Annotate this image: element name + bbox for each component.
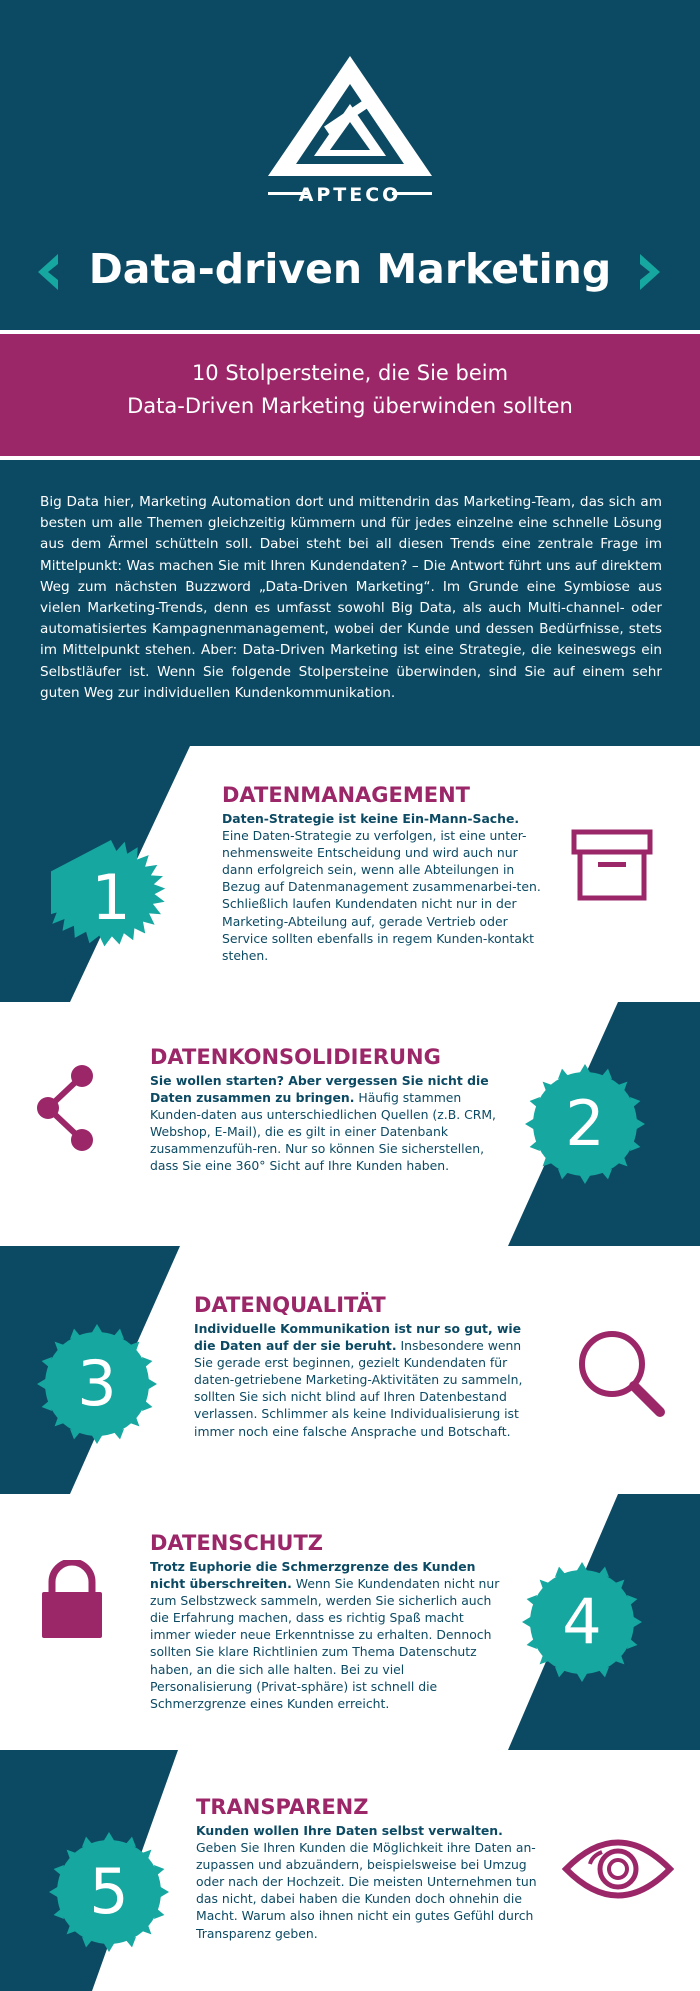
section-lead: Individuelle Kommunikation ist nur so gut, wie die Daten auf der sie beruht.: [194, 1321, 522, 1354]
section-lead: Sie wollen starten? Aber vergessen Sie nicht die Daten zusammen zu bringen.: [150, 1073, 489, 1106]
archive-box-icon: [570, 828, 654, 902]
badge-number: 1: [91, 861, 131, 934]
subtitle-line-1: 10 Stolpersteine, die Sie beim: [191, 361, 509, 385]
section-body: [194, 1320, 534, 1440]
intro-text: Big Data hier, Marketing Automation dort und mittendrin das Marketing-Team, das sich am besten um alle Themen gleichzeitig kümmern und für jedes einzelne eine schnelle Lösung aus dem Ärmel schütteln soll. Dabei steht bei all diesen Trends eine zentrale Frage im Mittelpunkt: Was machen Sie mit Ihren Kundendaten? – Die Antwort führt uns auf direktem Weg zum nächsten Buzzword „Data-Driven Marketing“. Im Grunde eine Symbiose aus vielen Marketing-Trends, denn es umfasst sowohl Big Data, als auch Multi-channel- oder automatisiertes Kampagnenmanagement, wobei der Kunde und dessen Bedürfnisse, stets im Mittelpunkt stehen. Aber: Data-Driven Marketing ist eine Strategie, die keineswegs ein Selbstläufer ist. Wenn Sie folgende Stolpersteine überwinden, sind Sie auf einem sehr guten Weg zur individuellen Kundenkommunikation.: [40, 494, 662, 701]
section-body: [222, 810, 546, 964]
subtitle-line-2: Data-Driven Marketing überwinden sollten: [127, 394, 573, 418]
section-body: [196, 1822, 542, 1942]
section-lead: Daten-Strategie ist keine Ein-Mann-Sache.: [222, 811, 520, 826]
section-title: DATENMANAGEMENT: [222, 783, 471, 807]
page-title: Data-driven Marketing: [88, 245, 612, 293]
section-title: DATENSCHUTZ: [150, 1531, 324, 1555]
section-text: Häufig stammen Kunden-daten aus unterschiedlichen Quellen (z.B. CRM, Webshop, E-Mail), die es gilt in einer Datenbank zusammenzufüh-ren. Nur so können Sie sicherstellen, dass Sie eine 360° Sicht auf Ihre Kunden haben.: [150, 1090, 496, 1174]
section-lead: Trotz Euphorie die Schmerzgrenze des Kunden nicht überschreiten.: [150, 1559, 476, 1592]
section-body: [150, 1072, 500, 1175]
section-lead: Kunden wollen Ihre Daten selbst verwalten.: [196, 1823, 503, 1838]
section-datenkonsolidierung: [0, 1002, 700, 1246]
section-body: [150, 1558, 500, 1712]
number-badge-5: [49, 1832, 169, 1952]
brand-name: APTECO: [298, 184, 402, 206]
badge-number: 5: [89, 1855, 129, 1928]
number-badge-2: [525, 1064, 645, 1184]
eye-icon: [562, 1834, 674, 1904]
magnifier-icon: [576, 1328, 668, 1420]
section-title: DATENKONSOLIDIERUNG: [150, 1045, 441, 1069]
share-network-icon: [36, 1062, 94, 1154]
badge-number: 3: [77, 1347, 117, 1420]
section-text: Wenn Sie Kundendaten nicht nur zum Selbstzweck sammeln, werden Sie sicherlich auch die Erfahrung machen, dass es richtig Spaß macht immer wieder neue Erkenntnisse zu erhalten. Dennoch sollten Sie klare Richtlinien zum Thema Datenschutz haben, an die sich alle halten. Bei zu viel Personalisierung (Privat-sphäre) ist schnell die Schmerzgrenze eines Kunden erreicht.: [150, 1576, 500, 1711]
number-badge-4: [522, 1562, 642, 1682]
section-title: DATENQUALITÄT: [194, 1293, 386, 1317]
padlock-icon: [38, 1560, 106, 1640]
section-text: Insbesondere wenn Sie gerade erst beginnen, gezielt Kundendaten für daten-getriebene Marketing-Aktivitäten zu sammeln, sollten Sie sich nicht blind auf Ihren Datenbestand verlassen. Schlimmer als keine Individualisierung ist immer noch eine falsche Ansprache und Botschaft.: [194, 1338, 523, 1439]
section-datenqualitaet: [0, 1246, 700, 1494]
badge-number: 2: [565, 1087, 605, 1160]
badge-number: 4: [562, 1585, 602, 1658]
chevron-right-icon: [636, 250, 664, 294]
section-title: TRANSPARENZ: [196, 1795, 369, 1819]
subtitle: [40, 357, 660, 423]
section-datenschutz: [0, 1494, 700, 1750]
number-badge-3: [37, 1324, 157, 1444]
section-datenmanagement: [0, 746, 700, 1002]
chevron-left-icon: [34, 250, 62, 294]
section-transparenz: [0, 1750, 700, 1991]
number-badge-1: [51, 838, 171, 958]
section-text: Geben Sie Ihren Kunden die Möglichkeit ihre Daten an-zupassen und abzuändern, beispielsweise bei Umzug oder nach der Hochzeit. Die meisten Unternehmen tun das nicht, dabei haben die Kunden doch ohnehin die Macht. Warum also ihnen nicht ein gutes Gefühl durch Transparenz geben.: [196, 1840, 537, 1941]
section-text: Eine Daten-Strategie zu verfolgen, ist eine unter-nehmensweite Entscheidung und wird auch nur dann erfolgreich sein, wenn alle Abteilungen in Bezug auf Datenmanagement zusammenarbei-ten. Schließlich laufen Kundendaten nicht nur in der Marketing-Abteilung auf, gerade Vertrieb oder Service sollten ebenfalls in regem Kunden-kontakt stehen.: [222, 828, 541, 963]
